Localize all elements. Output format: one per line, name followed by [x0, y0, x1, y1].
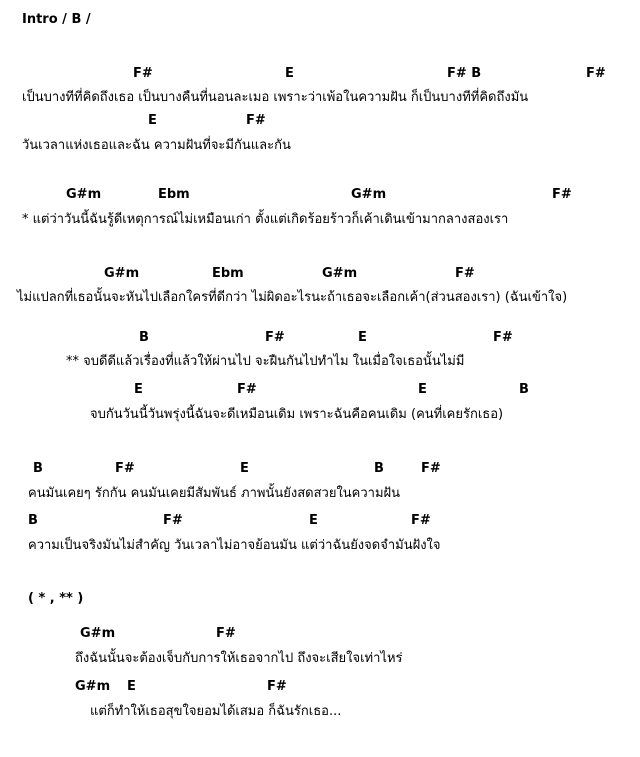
intro-line: Intro / B /: [22, 12, 91, 27]
chord: E: [418, 382, 427, 397]
chord: F#: [267, 679, 287, 694]
chord: G#m: [351, 187, 387, 202]
lyric-line: คนมันเคยๆ รักกัน คนมันเคยมีสัมพันธ์ ภาพนั้นยังสดสวยในความฝัน: [28, 486, 401, 501]
chord: F#: [411, 513, 431, 528]
chord: B: [139, 330, 149, 345]
chord: E: [127, 679, 136, 694]
lyric-line: จบกันวันนี้วันพรุ่งนี้ฉันจะดีเหมือนเดิม เพราะฉันคือคนเดิม (คนที่เคยรักเธอ): [90, 407, 504, 422]
chord: F#: [552, 187, 572, 202]
chord: G#m: [66, 187, 102, 202]
chord: F#: [237, 382, 257, 397]
chord: G#m: [80, 626, 116, 641]
chord: F#: [216, 626, 236, 641]
chord: F#: [421, 461, 441, 476]
chord: F#: [265, 330, 285, 345]
chord: G#m: [322, 266, 358, 281]
chord: E: [134, 382, 143, 397]
lyric-line: แต่ก็ทำให้เธอสุขใจยอมได้เสมอ ก็ฉันรักเธอ...: [90, 704, 342, 719]
chord: G#m: [104, 266, 140, 281]
chord: Ebm: [158, 187, 190, 202]
chord: F#: [115, 461, 135, 476]
chord: F#: [586, 66, 606, 81]
lyric-line: ถึงฉันนั้นจะต้องเจ็บกับการให้เธอจากไป ถึงจะเสียใจเท่าไหร่: [75, 651, 403, 666]
lyric-line: ความเป็นจริงมันไม่สำคัญ วันเวลาไม่อาจย้อนมัน แต่ว่าฉันยังจดจำมันฝังใจ: [28, 538, 441, 553]
chord: F#: [455, 266, 475, 281]
chord: F#: [133, 66, 153, 81]
lyric-line: วันเวลาแห่งเธอและฉัน ความฝันที่จะมีกันและกัน: [22, 138, 291, 153]
chord: F# B: [447, 66, 482, 81]
chord: B: [374, 461, 384, 476]
chord: G#m: [75, 679, 111, 694]
chord: B: [519, 382, 529, 397]
lyric-line: เป็นบางทีที่คิดถึงเธอ เป็นบางคืนที่นอนละเมอ เพราะว่าเพ้อในความฝัน ก็เป็นบางทีที่คิดถึงมัน: [22, 90, 529, 105]
chord: B: [28, 513, 38, 528]
lyric-line: ไม่แปลกที่เธอนั้นจะหันไปเลือกใครที่ดีกว่า ไม่ผิดอะไรนะถ้าเธอจะเลือกเค้า(ส่วนสองเรา) (ฉันเข้าใจ): [17, 290, 568, 305]
repeat-marker: ( * , ** ): [28, 591, 84, 606]
chord: E: [358, 330, 367, 345]
chord: E: [148, 113, 157, 128]
lyric-line: ** จบดีดีแล้วเรื่องที่แล้วให้ผ่านไป จะฝืนกันไปทำไม ในเมื่อใจเธอนั้นไม่มี: [66, 354, 465, 369]
chord: Ebm: [212, 266, 244, 281]
chord: E: [285, 66, 294, 81]
chord: F#: [246, 113, 266, 128]
chord: B: [33, 461, 43, 476]
chord: F#: [163, 513, 183, 528]
chord: E: [240, 461, 249, 476]
lyric-line: * แต่ว่าวันนี้ฉันรู้ดีเหตุการณ์ไม่เหมือนเก่า ตั้งแต่เกิดร้อยร้าวก็เค้าเดินเข้ามากลางสองเรา: [22, 212, 509, 227]
chord: E: [309, 513, 318, 528]
chord: F#: [493, 330, 513, 345]
